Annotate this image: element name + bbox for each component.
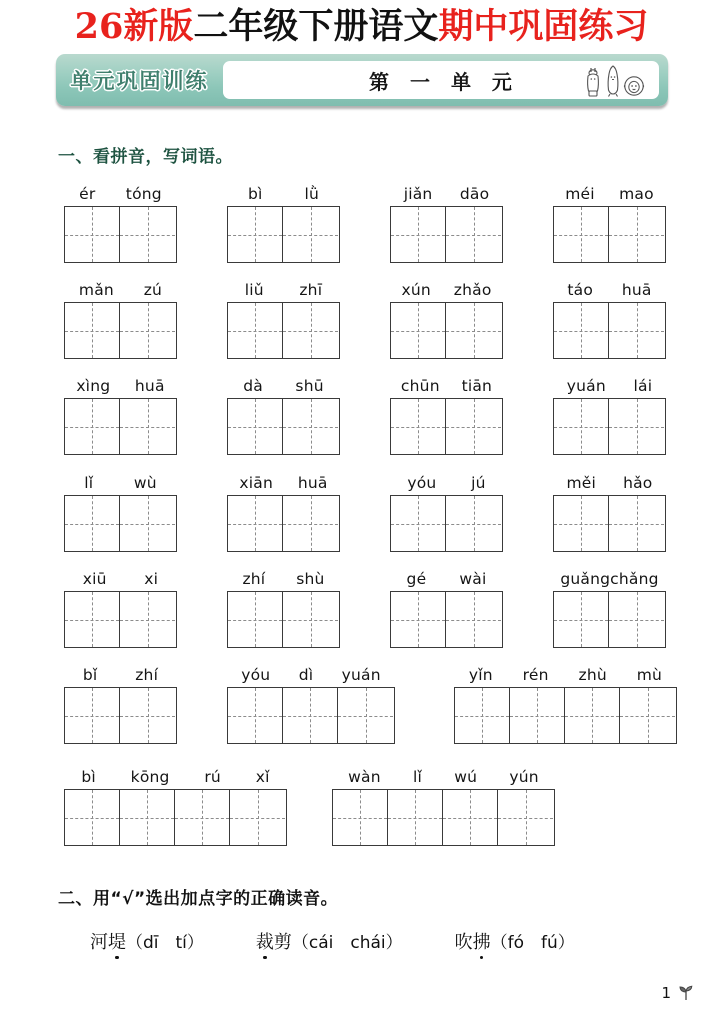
tianzige-cell[interactable] [65,207,120,262]
word-group [64,474,177,552]
pinyin-syllable: rú [204,768,221,786]
pinyin-row [64,185,177,203]
tianzige-grid[interactable] [64,687,177,744]
tianzige-cell[interactable] [391,496,446,551]
section-2-heading: 二、用“√”选出加点字的正确读音。 [58,889,339,909]
pinyin-syllable: yuán [566,377,606,395]
tianzige-cell[interactable] [609,303,664,358]
pinyin-syllable: lái [633,377,653,395]
pinyin-row [227,570,340,588]
tianzige-cell[interactable] [391,207,446,262]
tianzige-cell[interactable] [283,207,338,262]
tianzige-cell[interactable] [391,399,446,454]
pinyin-row [553,377,666,395]
tianzige-cell[interactable] [120,592,175,647]
tianzige-grid[interactable] [64,206,177,263]
tianzige-cell[interactable] [228,496,283,551]
word-group [227,666,395,744]
pinyin-row [64,570,177,588]
pinyin-row [390,570,503,588]
word-group [64,666,177,744]
page-footer [661,984,695,1002]
page-title-middle: 二年级下册语文 [193,6,439,47]
tianzige-cell[interactable] [510,688,565,743]
tianzige-cell[interactable] [554,207,609,262]
word-group [390,185,503,263]
tianzige-grid[interactable] [553,302,666,359]
section-2-items [90,928,575,954]
tianzige-grid[interactable] [332,789,555,846]
tianzige-grid[interactable] [390,495,503,552]
tianzige-cell[interactable] [283,592,338,647]
word-group [64,570,177,648]
pinyin-row [390,185,503,203]
pinyin-syllable: chūn [400,377,440,395]
pinyin-syllable: dà [243,377,263,395]
tianzige-cell[interactable] [120,303,175,358]
pinyin-syllable: zú [143,281,163,299]
pinyin-syllable: hǎo [623,474,653,492]
tianzige-cell[interactable] [65,688,120,743]
pinyin-syllable: kōng [130,768,170,786]
pinyin-row [390,474,503,492]
dotted-char: 裁 [255,932,274,953]
pinyin-syllable: mǎn [78,281,114,299]
tianzige-cell[interactable] [455,688,510,743]
pinyin-row [227,474,340,492]
tianzige-cell[interactable] [120,790,175,845]
word-group [390,570,503,648]
pinyin-syllable: méi [565,185,595,203]
tianzige-cell[interactable] [446,303,501,358]
word-char: 吹 [454,932,473,953]
tianzige-grid[interactable] [227,398,340,455]
pinyin-row [64,666,177,684]
tianzige-cell[interactable] [565,688,620,743]
pinyin-syllable: xi [144,570,159,588]
tianzige-cell[interactable] [283,303,338,358]
pinyin-syllable: tiān [461,377,493,395]
pronunciation-choice-item[interactable] [90,928,204,954]
pinyin-syllable: liǔ [244,281,264,299]
tianzige-grid[interactable] [64,398,177,455]
pinyin-syllable: jiǎn [403,185,433,203]
word-group [227,570,340,648]
sheep-doodle [623,74,645,98]
tianzige-cell[interactable] [554,399,609,454]
tianzige-cell[interactable] [283,399,338,454]
tianzige-cell[interactable] [388,790,443,845]
page-number: 1 [661,984,671,1002]
tianzige-cell[interactable] [620,688,675,743]
pinyin-row [227,377,340,395]
pronunciation-options[interactable]: （cái chái） [291,933,403,953]
pinyin-row [227,185,340,203]
pinyin-syllable: shù [296,570,325,588]
tianzige-cell[interactable] [65,303,120,358]
pinyin-syllable: ér [79,185,96,203]
pinyin-syllable: huā [134,377,165,395]
tianzige-grid[interactable] [227,591,340,648]
word-group [390,377,503,455]
tianzige-cell[interactable] [283,496,338,551]
unit-banner [56,54,668,106]
pinyin-row [553,185,666,203]
word-group [553,281,666,359]
tianzige-cell[interactable] [228,303,283,358]
tianzige-cell[interactable] [554,592,609,647]
tianzige-cell[interactable] [609,496,664,551]
tianzige-cell[interactable] [446,496,501,551]
pinyin-syllable: dì [298,666,314,684]
pinyin-syllable: bǐ [82,666,98,684]
word-group [390,474,503,552]
tianzige-cell[interactable] [446,207,501,262]
tianzige-cell[interactable] [65,790,120,845]
pinyin-syllable: bì [247,185,263,203]
pinyin-syllable: lǐ [412,768,422,786]
rabbit-doodle [584,66,603,98]
tianzige-grid[interactable] [64,302,177,359]
pinyin-row [553,474,666,492]
tianzige-cell[interactable] [228,688,283,743]
word-group [227,474,340,552]
tianzige-cell[interactable] [120,399,175,454]
tianzige-grid[interactable] [227,302,340,359]
pinyin-row [64,768,287,786]
pinyin-syllable: wú [454,768,478,786]
tianzige-grid[interactable] [553,398,666,455]
tianzige-grid[interactable] [390,206,503,263]
word-group [454,666,677,744]
unit-banner-body [56,54,668,106]
tianzige-cell[interactable] [443,790,498,845]
pinyin-syllable: jú [471,474,486,492]
word-group [64,185,177,263]
tianzige-cell[interactable] [554,496,609,551]
tianzige-cell[interactable] [228,592,283,647]
tianzige-grid[interactable] [553,591,666,648]
word-group [553,474,666,552]
pinyin-syllable: zhǎo [453,281,492,299]
tianzige-grid[interactable] [390,302,503,359]
unit-banner-plate [223,61,659,99]
penguin-doodle [604,64,622,98]
pinyin-syllable: lǜ [304,185,319,203]
pinyin-syllable: xìng [76,377,111,395]
tianzige-cell[interactable] [609,592,664,647]
pronunciation-choice-item[interactable] [455,928,575,954]
tianzige-cell[interactable] [391,303,446,358]
pinyin-row [553,570,666,588]
pinyin-syllable: huā [621,281,652,299]
tianzige-cell[interactable] [609,207,664,262]
pinyin-syllable: gé [406,570,427,588]
pinyin-syllable: yóu [407,474,437,492]
word-group [553,185,666,263]
pinyin-syllable: wài [459,570,487,588]
pinyin-syllable: rén [522,666,549,684]
word-group [64,768,287,846]
pinyin-syllable: mao [619,185,654,203]
tianzige-cell[interactable] [65,399,120,454]
tianzige-cell[interactable] [338,688,393,743]
pinyin-row [64,474,177,492]
tianzige-cell[interactable] [175,790,230,845]
page-title-suffix: 期中巩固练习 [438,6,649,47]
pinyin-syllable: wù [133,474,157,492]
pinyin-syllable: huā [297,474,328,492]
page-title [0,0,723,47]
unit-title: 第 一 单 元 [369,69,519,94]
tianzige-cell[interactable] [120,688,175,743]
tianzige-grid[interactable] [390,398,503,455]
tianzige-grid[interactable] [553,206,666,263]
pinyin-syllable: yǐn [468,666,493,684]
pinyin-syllable: zhí [242,570,266,588]
pinyin-syllable: zhí [135,666,159,684]
tianzige-cell[interactable] [554,303,609,358]
sprout-icon [677,984,695,1002]
pinyin-row [227,281,340,299]
word-char: 河 [90,932,108,953]
pinyin-row [64,281,177,299]
word-group [227,185,340,263]
word-group [332,768,555,846]
pinyin-syllable: xiān [239,474,274,492]
pinyin-syllable: shū [295,377,324,395]
dotted-char: 拂 [472,932,491,953]
pinyin-row [390,377,503,395]
word-group [64,377,177,455]
pinyin-row [390,281,503,299]
pinyin-row [553,281,666,299]
word-group [227,281,340,359]
pinyin-syllable: yún [509,768,539,786]
word-group [553,570,666,648]
tianzige-cell[interactable] [446,399,501,454]
pinyin-syllable: xǐ [255,768,270,786]
tianzige-cell[interactable] [120,207,175,262]
pinyin-row [64,377,177,395]
pronunciation-choice-item[interactable] [256,928,403,954]
tianzige-cell[interactable] [230,790,285,845]
pinyin-syllable: xún [401,281,431,299]
tianzige-cell[interactable] [498,790,553,845]
tianzige-grid[interactable] [227,687,395,744]
pinyin-syllable: mù [636,666,663,684]
word-group [227,377,340,455]
tianzige-cell[interactable] [120,496,175,551]
word-group [64,281,177,359]
tianzige-grid[interactable] [454,687,677,744]
tianzige-cell[interactable] [65,592,120,647]
pinyin-syllable: xiū [82,570,107,588]
tianzige-grid[interactable] [64,789,287,846]
pinyin-syllable: měi [566,474,597,492]
word-group [553,377,666,455]
pinyin-row [227,666,395,684]
tianzige-grid[interactable] [227,206,340,263]
pinyin-syllable: zhù [578,666,607,684]
word-char: 剪 [273,932,292,953]
tianzige-grid[interactable] [553,495,666,552]
tianzige-grid[interactable] [64,495,177,552]
unit-banner-tag: 单元巩固训练 [70,69,209,93]
tianzige-grid[interactable] [227,495,340,552]
pinyin-syllable: dāo [459,185,490,203]
pinyin-syllable: guǎngchǎng [560,570,659,588]
tianzige-cell[interactable] [228,399,283,454]
tianzige-cell[interactable] [333,790,388,845]
pinyin-syllable: yóu [241,666,271,684]
page-title-prefix: 26新版 [74,6,194,47]
pinyin-syllable: yuán [341,666,381,684]
doodle-group [584,64,645,98]
tianzige-cell[interactable] [391,592,446,647]
tianzige-cell[interactable] [609,399,664,454]
dotted-char: 堤 [108,932,126,953]
section-1-heading: 一、看拼音，写词语。 [58,147,233,167]
pinyin-syllable: wàn [348,768,381,786]
tianzige-grid[interactable] [64,591,177,648]
tianzige-grid[interactable] [390,591,503,648]
tianzige-cell[interactable] [65,496,120,551]
pinyin-syllable: lǐ [84,474,94,492]
pinyin-syllable: zhī [299,281,323,299]
tianzige-cell[interactable] [446,592,501,647]
tianzige-cell[interactable] [283,688,338,743]
pinyin-row [454,666,677,684]
pinyin-syllable: tóng [125,185,162,203]
pronunciation-options[interactable]: （fó fú） [490,933,575,953]
pinyin-row [332,768,555,786]
pronunciation-options[interactable]: （dī tí） [126,933,204,953]
word-group [390,281,503,359]
pinyin-syllable: bì [81,768,96,786]
tianzige-cell[interactable] [228,207,283,262]
pinyin-syllable: táo [567,281,594,299]
